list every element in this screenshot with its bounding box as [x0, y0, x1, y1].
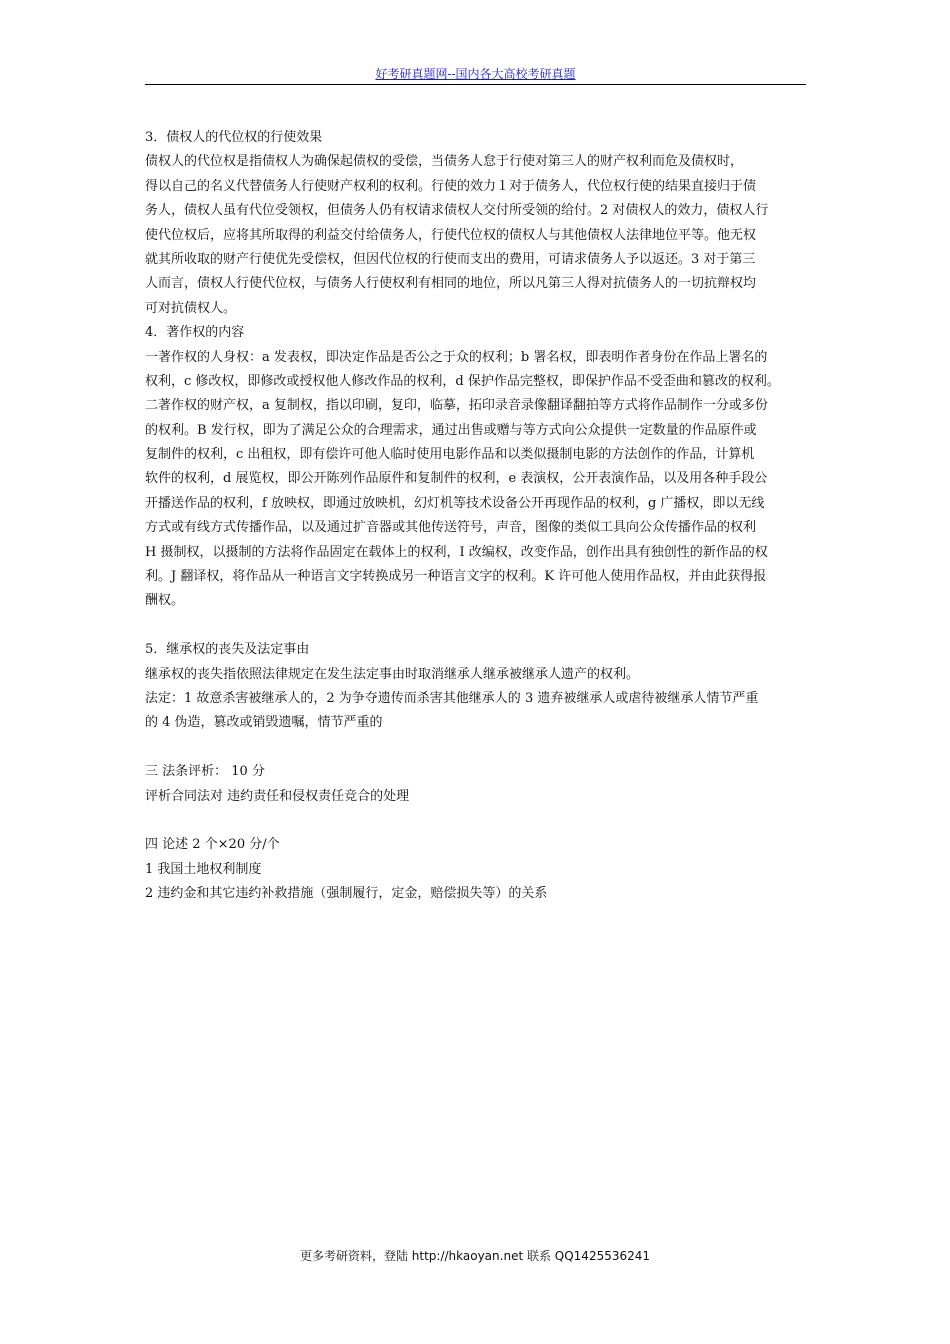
text-line: 开播送作品的权利，f 放映权，即通过放映机，幻灯机等技术设备公开再现作品的权利，g 广播权，即以无线 — [145, 495, 765, 511]
text-line: 5．继承权的丧失及法定事由 — [145, 642, 310, 658]
blank-line — [145, 809, 810, 833]
text-line: 使代位权后，应将其所取得的利益交付给债务人，行使代位权的债权人与其他债权人法律地位平等。他无权 — [145, 227, 757, 243]
header-link[interactable]: 好考研真题网--国内各大高校考研真题 — [375, 67, 576, 81]
text-line: 务人，债权人虽有代位受领权，但债务人仍有权请求债权人交付所受领的给付。2 对债权人的效力，债权人行 — [145, 203, 769, 219]
text-line: 四 论述 2 个×20 分/个 — [145, 837, 280, 853]
text-line: 的权利。B 发行权，即为了满足公众的合理需求，通过出售或赠与等方式向公众提供一定数量的作品原件或 — [145, 422, 757, 438]
document-body — [145, 126, 810, 907]
text-line: 就其所收取的财产行使优先受偿权，但因代位权的行使而支出的费用，可请求债务人予以返还。3 对于第三 — [145, 251, 756, 267]
text-line: 评析合同法对 违约责任和侵权责任竞合的处理 — [145, 788, 410, 804]
text-line: 二著作权的财产权，a 复制权，指以印刷，复印，临摹，拓印录音录像翻译翻拍等方式将作品制作一分或多份 — [145, 398, 768, 414]
blank-line — [145, 614, 810, 638]
text-line: 一著作权的人身权：a 发表权，即决定作品是否公之于众的权利；b 署名权，即表明作者身份在作品上署名的 — [145, 349, 768, 365]
text-line: 债权人的代位权是指债权人为确保起债权的受偿，当债务人怠于行使对第三人的财产权利而危及债权时， — [145, 154, 744, 170]
text-line: 软件的权利，d 展览权，即公开陈列作品原件和复制件的权利，e 表演权，公开表演作品，以及用各种手段公 — [145, 471, 768, 487]
blank-line — [145, 736, 810, 760]
text-line: 人而言，债权人行使代位权，与债务人行使权利有相同的地位，所以凡第三人得对抗债务人的一切抗辩权均 — [145, 276, 757, 292]
page-footer: 更多考研资料，登陆 http://hkaoyan.net 联系 QQ1425536241 — [299, 1249, 651, 1263]
page-header — [145, 66, 806, 82]
text-line: 继承权的丧失指依照法律规定在发生法定事由时取消继承人继承被继承人遗产的权利。 — [145, 666, 640, 682]
text-line: 利。J 翻译权，将作品从一种语言文字转换成另一种语言文字的权利。K 许可他人使用作品权，并由此获得报 — [145, 569, 767, 585]
header-rule — [145, 84, 806, 85]
text-line: 3．债权人的代位权的行使效果 — [145, 130, 323, 145]
text-line: 得以自己的名义代替债务人行使财产权利的权利。行使的效力１对于债务人，代位权行使的结果直接归于债 — [145, 178, 757, 194]
text-line: 2 违约金和其它违约补救措施（强制履行，定金，赔偿损失等）的关系 — [145, 886, 548, 902]
text-line: 的 4 伪造，篡改或销毁遗嘱，情节严重的 — [145, 715, 383, 731]
text-line: 权利，c 修改权，即修改或授权他人修改作品的权利，d 保护作品完整权，即保护作品不受歪曲和篡改的权利。 — [145, 373, 780, 389]
text-line: 酬权。 — [145, 593, 185, 609]
text-line: 复制件的权利，c 出租权，即有偿许可他人临时使用电影作品和以类似摄制电影的方法创作的作品，计算机 — [145, 447, 755, 463]
text-line: 1 我国土地权利制度 — [145, 861, 262, 877]
text-line: 方式或有线方式传播作品，以及通过扩音器或其他传送符号，声音，图像的类似工具向公众传播作品的权利 — [145, 520, 757, 536]
text-line: 可对抗债权人。 — [145, 300, 237, 316]
text-line: H 摄制权，以摄制的方法将作品固定在载体上的权利，I 改编权，改变作品，创作出具有独创性的新作品的权 — [145, 544, 768, 560]
text-line: 三 法条评析： 10 分 — [145, 764, 265, 780]
text-line: 法定：1 故意杀害被继承人的，2 为争夺遗传而杀害其他继承人的 3 遗弃被继承人或虐待被继承人情节严重 — [145, 690, 759, 706]
text-line: 4．著作权的内容 — [145, 325, 245, 341]
